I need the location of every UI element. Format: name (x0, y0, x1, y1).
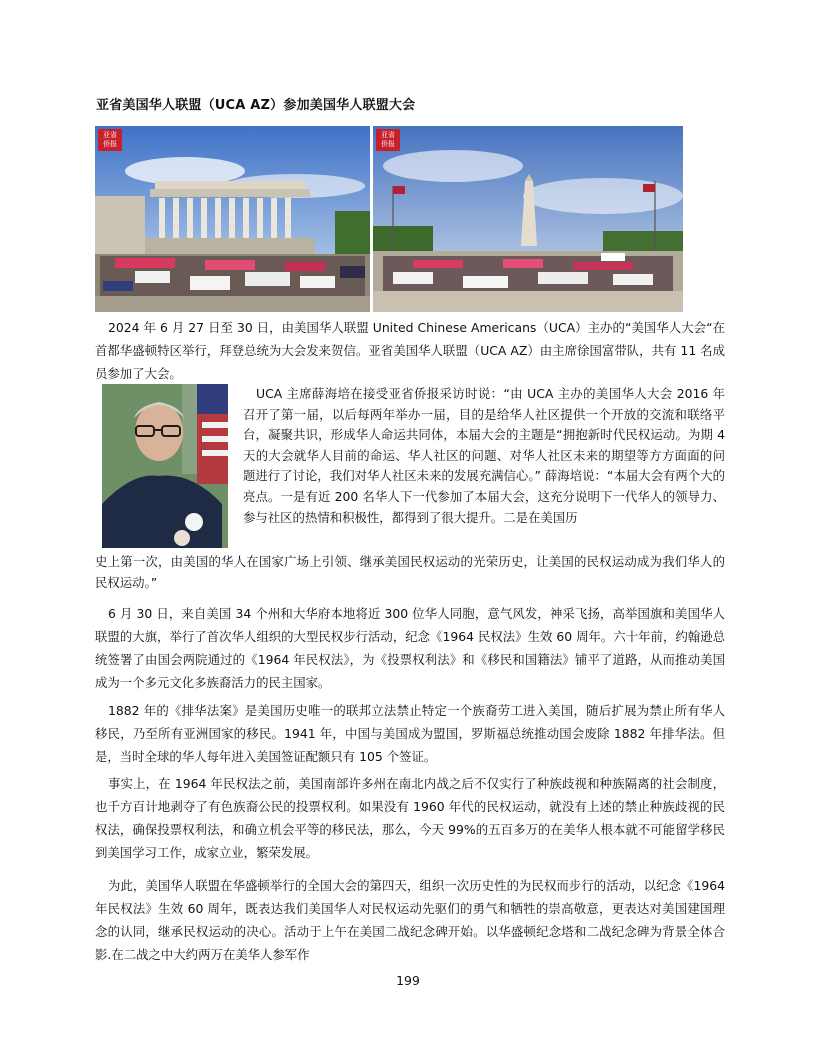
paragraph-civil-rights: 事实上，在 1964 年民权法之前，美国南部许多州在南北内战之后不仅实行了种族歧视和种族隔离的社会制度，也千方百计地剥夺了有色族裔公民的投票权利。如果没有 1960 年代的民权运动，就没有上述的禁止种族歧视的民权法，确保投票权利法，和确立机会平等的移民法，那么，今天 99%的五百多万的在美华人根本就不可能留学移民到美国学习工作，成家立业，繁荣发展。 (95, 776, 725, 860)
paragraph-june-30: 6 月 30 日，来自美国 34 个州和大华府本地将近 300 位华人同胞，意气风发，神采飞扬，高举国旗和美国华人联盟的大旗，举行了首次华人组织的大型民权步行活动，纪念《1964 民权法》生效 60 周年。六十年前，约翰逊总统签署了由国会两院通过的《1964 年民权法》，为《投票权利法》和《移民和国籍法》铺平了道路，从而推动美国成为一个多元文化多族裔活力的民主国家。 (95, 606, 725, 690)
paragraph-memorial: 为此，美国华人联盟在华盛顿举行的全国大会的第四天，组织一次历史性的为民权而步行的活动，以纪念《1964 年民权法》生效 60 周年，既表达我们美国华人对民权运动先驱们的勇气和牺牲的崇高敬意，更表达对美国建国理念的认同，继承民权运动的决心。活动于上午在美国二战纪念碑开始。以华盛顿纪念塔和二战纪念碑为背景全体合影.在二战之中大约两万在美华人参军作 (95, 878, 725, 962)
newspaper-stamp: 亚省 侨报 (98, 129, 122, 151)
washington-monument-group-photo (373, 126, 683, 312)
paragraph-intro: 2024 年 6 月 27 日至 30 日，由美国华人联盟 United Chinese Americans（UCA）主办的“美国华人大会“在首都华盛顿特区举行，拜登总统为大会发来贺信。亚省美国华人联盟（UCA AZ）由主席徐国富带队，共有 11 名成员参加了大会。 (95, 320, 725, 381)
lincoln-memorial-group-photo (95, 126, 370, 312)
paragraph-interview-continued: 史上第一次，由美国的华人在国家广场上引领、继承美国民权运动的光荣历史，让美国的民权运动成为我们华人的民权运动。” (95, 554, 725, 590)
paragraph-exclusion-act: 1882 年的《排华法案》是美国历史唯一的联邦立法禁止特定一个族裔劳工进入美国，随后扩展为禁止所有华人移民，乃至所有亚洲国家的移民。1941 年，中国与美国成为盟国，罗斯福总统推动国会废除 1882 年排华法。但是，当时全球的华人每年进入美国签证配额只有 105 个签证。 (95, 703, 725, 764)
portrait-photo (102, 384, 228, 548)
page-number: 199 (396, 973, 420, 988)
article-title: 亚省美国华人联盟（UCA AZ）参加美国华人联盟大会 (96, 98, 416, 113)
paragraph-interview: UCA 主席薛海培在接受亚省侨报采访时说：“由 UCA 主办的美国华人大会 2016 年召开了第一届，以后每两年举办一届，目的是给华人社区提供一个开放的交流和联络平台，凝聚共识，形成华人命运共同体，本届大会的主题是“拥抱新时代民权运动。为期 4 天的大会就华人目前的命运、华人社区的问题、对华人社区未来的期望等方方面面的问题进行了讨论，我们对华人社区未来的发展充满信心。” 薛海培说：“本届大会有两个大的亮点。一是有近 200 名华人下一代参加了本届大会，这充分说明下一代华人的领导力、参与社区的热情和积极性，都得到了很大提升。二是在美国历 (243, 386, 725, 525)
newspaper-stamp: 亚省 侨报 (376, 129, 400, 151)
